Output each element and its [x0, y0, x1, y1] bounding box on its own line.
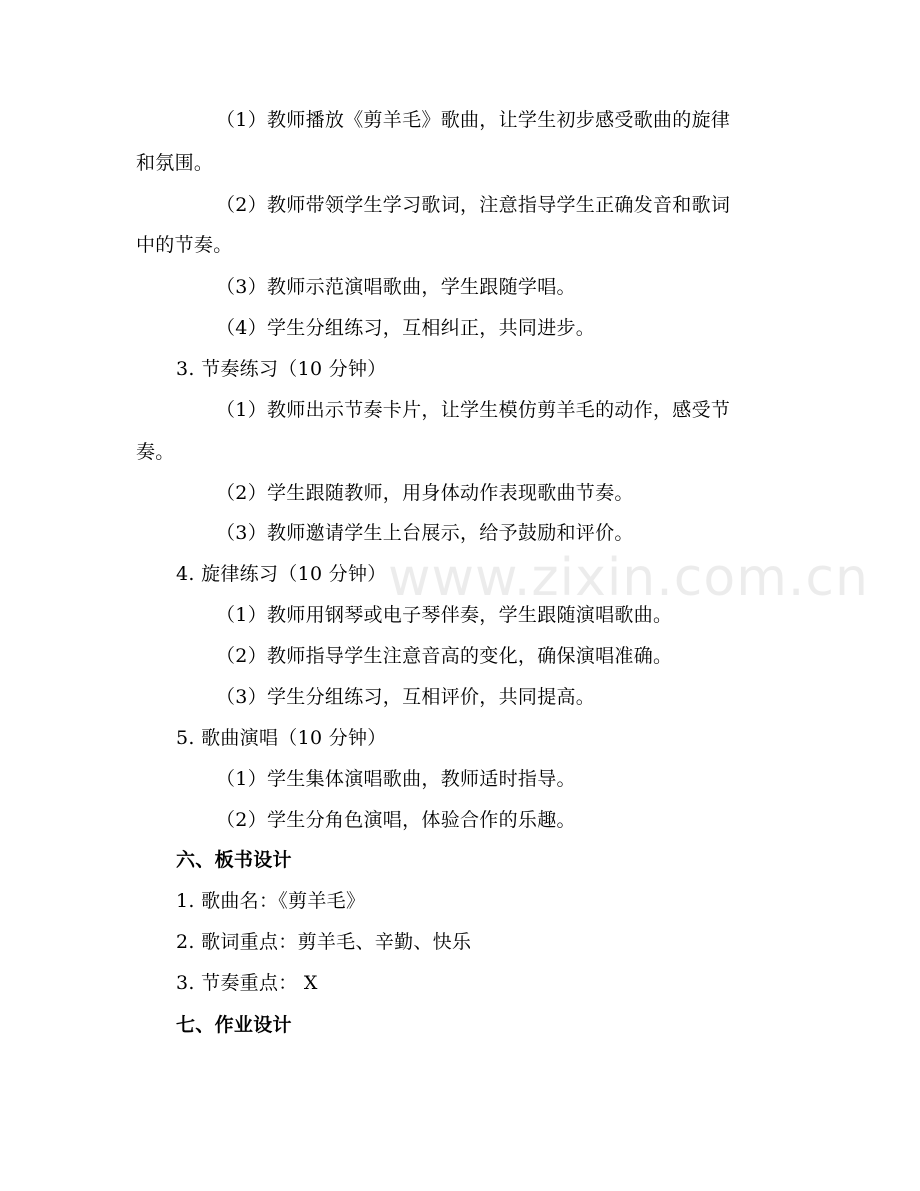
paragraph-line: （1）教师用钢琴或电子琴伴奏，学生跟随演唱歌曲。	[216, 604, 673, 626]
paragraph-line: 奏。	[136, 441, 175, 463]
paragraph-line: （4）学生分组练习，互相纠正，共同进步。	[216, 317, 596, 339]
paragraph-line: 中的节奏。	[136, 234, 233, 256]
list-item: 2. 歌词重点：剪羊毛、辛勤、快乐	[176, 931, 472, 953]
list-item: 3. 节奏重点： X	[176, 972, 318, 994]
watermark: www.zixin.com.cn	[388, 548, 869, 608]
paragraph-line: （2）教师指导学生注意音高的变化，确保演唱准确。	[216, 645, 673, 667]
paragraph-line: （3）教师示范演唱歌曲，学生跟随学唱。	[216, 276, 576, 298]
list-item: 1. 歌曲名：《剪羊毛》	[176, 890, 366, 912]
paragraph-line: （2）学生跟随教师，用身体动作表现歌曲节奏。	[216, 482, 634, 504]
paragraph-line: （1）学生集体演唱歌曲，教师适时指导。	[216, 768, 576, 790]
section-item: 4. 旋律练习（10 分钟）	[176, 563, 387, 585]
paragraph-line: （3）教师邀请学生上台展示，给予鼓励和评价。	[216, 522, 634, 544]
paragraph-line: 和氛围。	[136, 152, 214, 174]
section-item: 5. 歌曲演唱（10 分钟）	[176, 727, 387, 749]
paragraph-line: （3）学生分组练习，互相评价，共同提高。	[216, 686, 596, 708]
paragraph-line: （1）教师播放《剪羊毛》歌曲，让学生初步感受歌曲的旋律	[216, 109, 731, 131]
section-item: 3. 节奏练习（10 分钟）	[176, 358, 387, 380]
paragraph-line: （1）教师出示节奏卡片，让学生模仿剪羊毛的动作，感受节	[216, 399, 731, 421]
section-heading-homework-design: 七、作业设计	[176, 1014, 292, 1036]
paragraph-line: （2）教师带领学生学习歌词，注意指导学生正确发音和歌词	[216, 194, 731, 216]
paragraph-line: （2）学生分角色演唱，体验合作的乐趣。	[216, 809, 576, 831]
section-heading-board-design: 六、板书设计	[176, 849, 292, 871]
